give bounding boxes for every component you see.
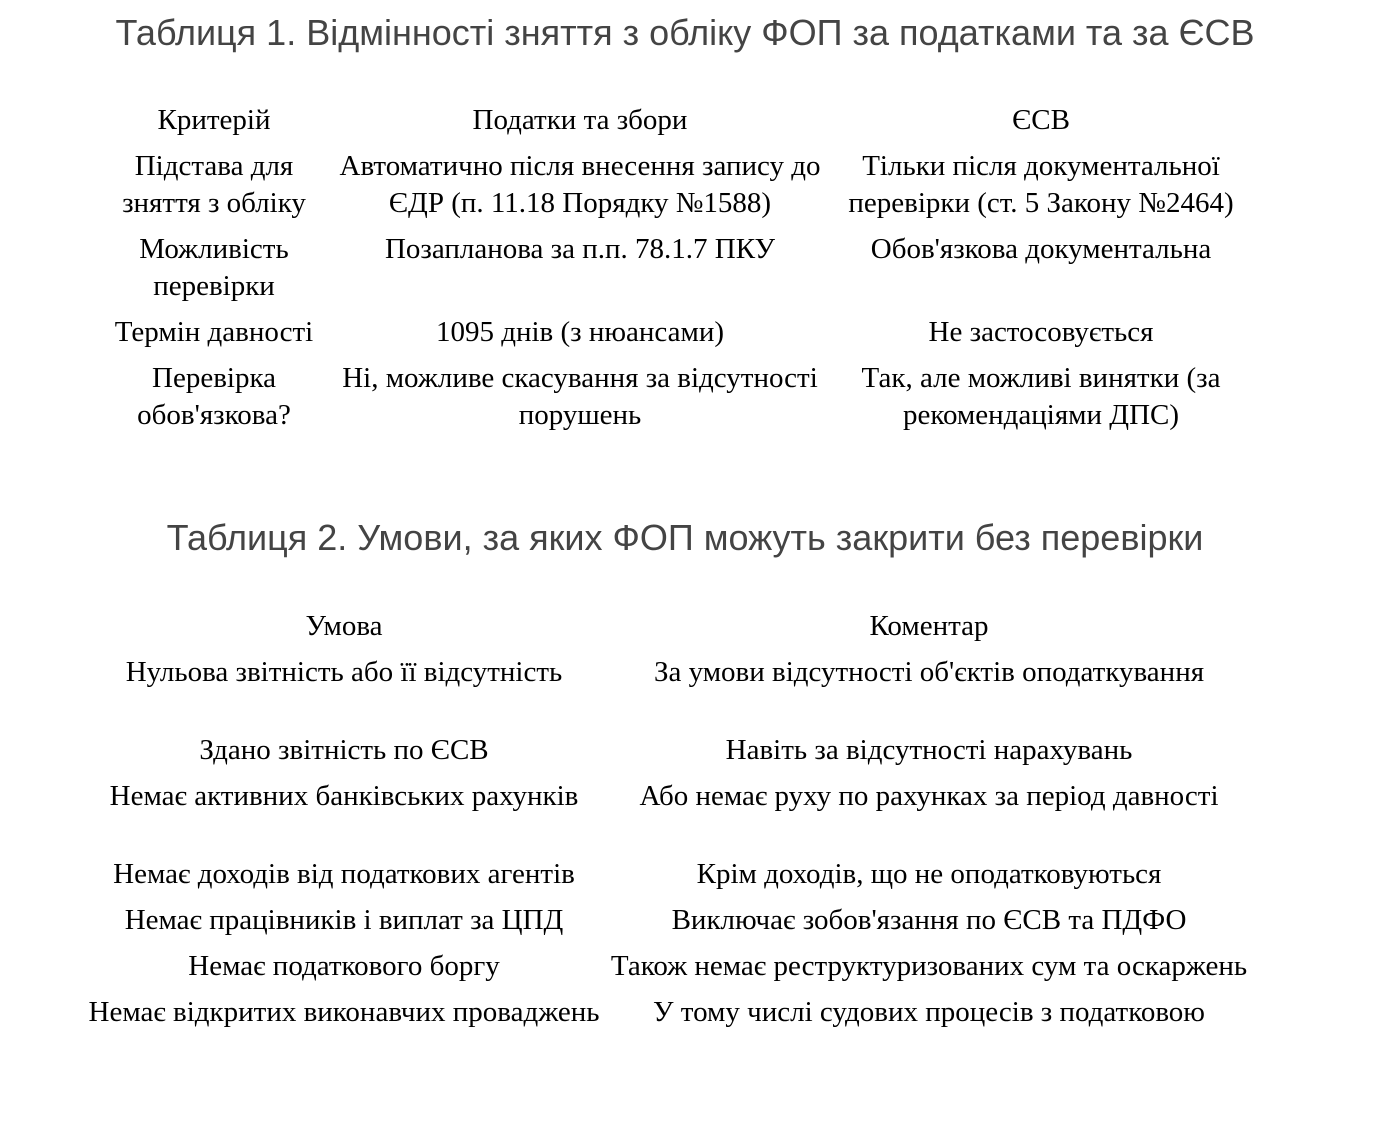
table-header-row: [100, 102, 1250, 148]
table-cell: Або немає руху по рахунках за період давності: [639, 780, 1219, 812]
table-cell: У тому числі судових процесів з податковою: [653, 996, 1205, 1028]
table-cell: 1095 днів (з нюансами): [435, 316, 725, 348]
table-cell: Не застосовується: [928, 316, 1154, 348]
table-row: [100, 148, 1250, 231]
header-comment: Коментар: [869, 610, 989, 642]
header-criterion: Критерій: [157, 104, 271, 136]
table1-title: Таблиця 1. Відмінності зняття з обліку ФОП за податками та за ЄСВ: [115, 12, 1255, 53]
table-row: [100, 360, 1250, 443]
table2-title: Таблиця 2. Умови, за яких ФОП можуть закрити без перевірки: [166, 517, 1204, 558]
table-cell: Ні, можливе скасування за відсутності порушень: [342, 362, 818, 431]
table1: [100, 102, 1250, 443]
table-header-row: [84, 608, 1254, 654]
table-cell: Можливість перевірки: [139, 233, 289, 302]
table-row: [84, 902, 1254, 948]
table-cell: Навіть за відсутності нарахувань: [725, 734, 1133, 766]
table-cell: Немає доходів від податкових агентів: [113, 858, 575, 890]
table-row: [84, 778, 1254, 856]
header-esv: ЄСВ: [1012, 104, 1070, 136]
table-cell: Термін давності: [114, 316, 314, 348]
table2: [84, 608, 1254, 1040]
table-cell: Немає відкритих виконавчих проваджень: [88, 996, 600, 1028]
table-cell: Перевірка обов'язкова?: [137, 362, 291, 431]
table-cell: Так, але можливі винятки (за рекомендаціями ДПС): [861, 362, 1221, 431]
table-cell: Також немає реструктуризованих сум та оскаржень: [610, 950, 1248, 982]
table-cell: Немає податкового боргу: [188, 950, 500, 982]
table-row: [100, 231, 1250, 314]
table-row: [84, 948, 1254, 994]
table-row: [84, 732, 1254, 778]
table-cell: За умови відсутності об'єктів оподаткування: [653, 656, 1205, 688]
header-condition: Умова: [305, 610, 383, 642]
table-cell: Немає працівників і виплат за ЦПД: [124, 904, 564, 936]
table-cell: Позапланова за п.п. 78.1.7 ПКУ: [384, 233, 776, 265]
header-taxes: Податки та збори: [472, 104, 688, 136]
table-cell: Нульова звітність або її відсутність: [125, 656, 563, 688]
table-cell: Тільки після документальної перевірки (ст. 5 Закону №2464): [848, 150, 1234, 219]
table-cell: Автоматично після внесення запису до ЄДР (п. 11.18 Порядку №1588): [339, 150, 821, 219]
table-cell: Підстава для зняття з обліку: [122, 150, 306, 219]
table-row: [84, 856, 1254, 902]
table-row: [84, 654, 1254, 732]
table-row: [84, 994, 1254, 1040]
table-cell: Обов'язкова документальна: [870, 233, 1212, 265]
table-cell: Немає активних банківських рахунків: [109, 780, 579, 812]
table-cell: Здано звітність по ЄСВ: [199, 734, 489, 766]
table-cell: Крім доходів, що не оподатковуються: [696, 858, 1162, 890]
table-cell: Виключає зобов'язання по ЄСВ та ПДФО: [671, 904, 1187, 936]
table-row: [100, 314, 1250, 360]
